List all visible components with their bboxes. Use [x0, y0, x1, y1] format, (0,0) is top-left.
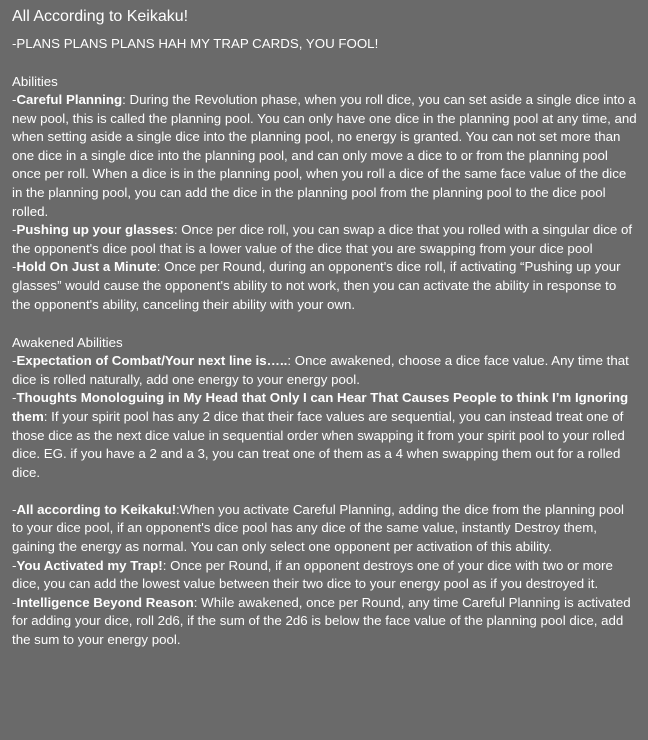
awakened-abilities-heading: Awakened Abilities	[12, 335, 123, 351]
ability-prefix: -	[12, 222, 17, 238]
ability-all-according-to-keikaku	[12, 501, 638, 557]
ability-careful-planning	[12, 91, 638, 221]
ability-description: :When you activate Careful Planning, adding the dice from the planning pool to your dice pool, if an opponent's dice pool has any dice of the same value, instantly Destroy them, gaining the energy as normal. You can only select one opponent per activation of this ability.	[12, 501, 624, 555]
ability-expectation-of-combat	[12, 352, 638, 389]
ability-name: All according to Keikaku!	[16, 501, 177, 517]
ability-name: Careful Planning	[16, 92, 123, 107]
ability-prefix: -	[12, 259, 17, 275]
document-title: All According to Keikaku!	[12, 8, 189, 25]
ability-prefix: -	[12, 594, 17, 610]
abilities-heading: Abilities	[12, 74, 58, 89]
ability-description: : Once awakened, choose a dice face value. Any time that dice is rolled naturally, add one energy to your energy pool.	[12, 353, 629, 387]
ability-pushing-up-your-glasses	[12, 221, 638, 258]
ability-name: You Activated my Trap!	[16, 557, 163, 573]
ability-name: Pushing up your glasses	[16, 222, 174, 238]
awakened-abilities-section	[12, 333, 638, 650]
ability-you-activated-my-trap	[12, 557, 638, 594]
ability-description: : Once per Round, during an opponent's dice roll, if activating “Pushing up your glasses” would cause the opponent's ability to not work, then you can activate the ability in response to the opponent's ability, canceling their ability with your own.	[12, 259, 621, 312]
ability-description: : Once per dice roll, you can swap a dice that you rolled with a singular dice of the opponent's dice pool that is a lower value of the dice that you are swapping from your dice pool	[12, 222, 633, 256]
abilities-section	[12, 72, 638, 314]
document-subtitle: -PLANS PLANS PLANS HAH MY TRAP CARDS, YOU FOOL!	[12, 36, 379, 51]
ability-name: Thoughts Monologuing in My Head that Only I can Hear That Causes People to think I’m Ignoring them	[12, 390, 629, 424]
ability-name: Hold On Just a Minute	[16, 259, 157, 275]
ability-prefix: -	[12, 390, 17, 406]
ability-intelligence-beyond-reason	[12, 594, 638, 650]
paragraph-spacer	[12, 482, 638, 501]
ability-hold-on-just-a-minute	[12, 258, 638, 314]
ability-name: Expectation of Combat/Your next line is…..	[16, 353, 288, 369]
ability-name: Intelligence Beyond Reason	[16, 594, 194, 610]
ability-prefix: -	[12, 557, 17, 573]
ability-prefix: -	[12, 92, 17, 107]
ability-description: : During the Revolution phase, when you roll dice, you can set aside a single dice into a new pool, this is called the planning pool. You can only have one dice in the planning pool at any time, and when setting aside a single dice into the planning pool, no energy is granted. You can not set more than one dice in a single dice into the planning pool, and can only move a dice to or from the planning pool once per roll. When a dice is in the planning pool, when you roll a dice of the same face value of the dice in the planning pool, you can add the dice in the planning pool from the planning pool to the dice pool rolled.	[12, 92, 637, 219]
ability-thoughts-monologuing	[12, 389, 638, 482]
ability-prefix: -	[12, 353, 17, 369]
ability-description: : While awakened, once per Round, any time Careful Planning is activated for adding your dice, roll 2d6, if the sum of the 2d6 is below the face value of the planning pool dice, add the sum to your energy pool.	[12, 594, 631, 648]
ability-description: : If your spirit pool has any 2 dice that their face values are sequential, you can instead treat one of those dice as the next dice value in sequential order when swapping it from your spirit pool to your rolled dice. EG. if you have a 2 and a 3, you can treat one of them as a 4 when swapping them out for a rolled dice.	[12, 408, 625, 480]
ability-description: : Once per Round, if an opponent destroys one of your dice with two or more dice, you can add the lowest value between their two dice to your energy pool as if you destroyed it.	[12, 557, 613, 592]
ability-prefix: -	[12, 501, 17, 517]
